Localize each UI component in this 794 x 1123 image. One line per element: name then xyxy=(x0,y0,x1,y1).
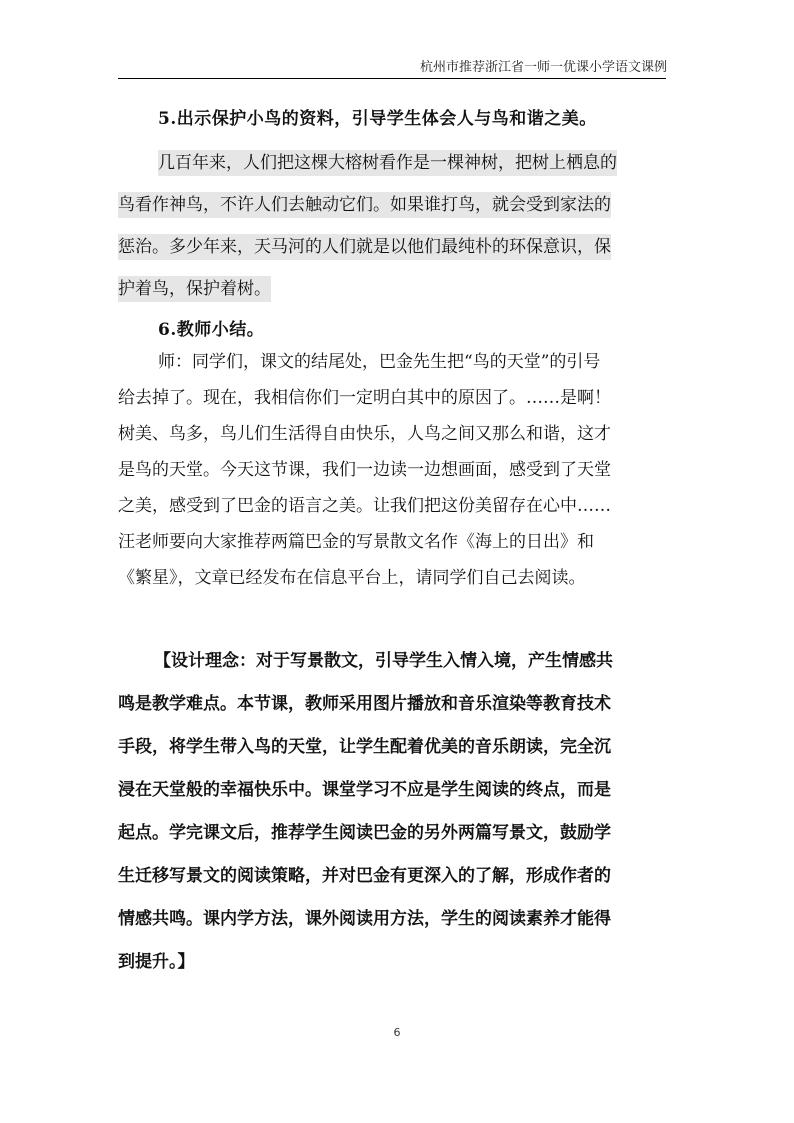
paragraph-line: 【设计理念：对于写景散文，引导学生入情入境，产生情感共 xyxy=(154,651,613,671)
paragraph-line: 鸣是教学难点。本节课，教师采用图片播放和音乐渲染等教育技术 xyxy=(118,694,611,714)
paragraph-line: 汪老师要向大家推荐两篇巴金的写景散文名作《海上的日出》和 xyxy=(118,532,594,552)
paragraph-line xyxy=(118,226,664,268)
paragraph-line: 生迁移写景文的阅读策略，并对巴金有更深入的了解，形成作者的 xyxy=(118,866,611,886)
design-concept-paragraph xyxy=(118,640,664,984)
teacher-summary-paragraph xyxy=(118,344,664,596)
page-number: 6 xyxy=(393,1026,401,1039)
highlighted-text: 护着鸟，保护着树。 xyxy=(118,276,271,302)
paragraph-line: 手段，将学生带入鸟的天堂，让学生配着优美的音乐朗读，完全沉 xyxy=(118,737,611,757)
paragraph-line xyxy=(118,268,664,310)
highlighted-text: 几百年来，人们把这棵大榕树看作是一棵神树，把树上栖息的 xyxy=(158,150,617,176)
section-5-highlighted-paragraph xyxy=(118,142,664,310)
paragraph-line: 树美、鸟多，鸟儿们生活得自由快乐，人鸟之间又那么和谐，这才 xyxy=(118,424,611,444)
paragraph-line xyxy=(118,142,664,184)
section-6-heading: 6.教师小结。 xyxy=(158,320,265,340)
paragraph-line: 师：同学们，课文的结尾处，巴金先生把“鸟的天堂”的引号 xyxy=(158,352,601,372)
paragraph-line: 浸在天堂般的幸福快乐中。课堂学习不应是学生阅读的终点，而是 xyxy=(118,780,611,800)
paragraph-line: 《繁星》，文章已经发布在信息平台上，请同学们自己去阅读。 xyxy=(118,568,586,588)
paragraph-line: 是鸟的天堂。今天这节课，我们一边读一边想画面，感受到了天堂 xyxy=(118,460,611,480)
paragraph-line: 之美，感受到了巴金的语言之美。让我们把这份美留存在心中…… xyxy=(118,496,611,516)
section-5-heading: 5.出示保护小鸟的资料，引导学生体会人与鸟和谐之美。 xyxy=(158,109,597,129)
highlighted-text: 鸟看作神鸟，不许人们去触动它们。如果谁打鸟，就会受到家法的 xyxy=(118,192,611,218)
header-divider xyxy=(118,78,666,79)
paragraph-line: 给去掉了。现在，我相信你们一定明白其中的原因了。……是啊！ xyxy=(118,388,611,408)
paragraph-line: 到提升。】 xyxy=(118,952,195,972)
paragraph-line: 起点。学完课文后，推荐学生阅读巴金的另外两篇写景文，鼓励学 xyxy=(118,823,611,843)
paragraph-line: 情感共鸣。课内学方法，课外阅读用方法，学生的阅读素养才能得 xyxy=(118,909,611,929)
page-header-title: 杭州市推荐浙江省一师一优课小学语文课例 xyxy=(419,60,667,75)
highlighted-text: 惩治。多少年来，天马河的人们就是以他们最纯朴的环保意识，保 xyxy=(118,234,611,260)
paragraph-line xyxy=(118,184,664,226)
